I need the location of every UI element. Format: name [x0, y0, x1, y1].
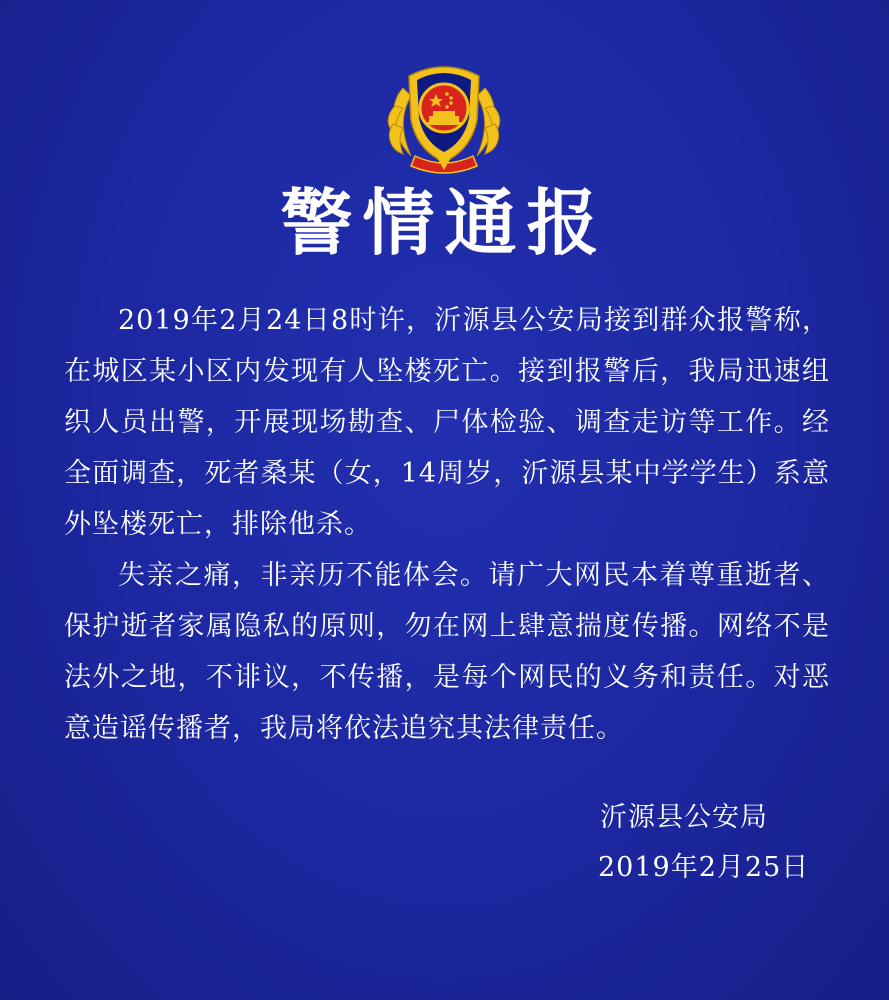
signature-organization: 沂源县公安局	[600, 802, 768, 833]
notice-body	[64, 295, 830, 754]
notice-paragraph: 2019年2月24日8时许，沂源县公安局接到群众报警称，在城区某小区内发现有人坠楼死亡。接到报警后，我局迅速组织人员出警，开展现场勘查、尸体检验、调查走访等工作。经全面调查，死者桑某（女，14周岁，沂源县某中学学生）系意外坠楼死亡，排除他杀。	[64, 305, 830, 540]
notice-paragraph: 失亲之痛，非亲历不能体会。请广大网民本着尊重逝者、保护逝者家属隐私的原则，勿在网上肆意揣度传播。网络不是法外之地，不诽议，不传播，是每个网民的义务和责任。对恶意造谣传播者，我局将依法追究其法律责任。	[64, 560, 830, 744]
notice-title: 警情通报	[280, 181, 609, 265]
signature-date: 2019年2月25日	[598, 852, 810, 883]
police-emblem-icon	[381, 58, 507, 176]
